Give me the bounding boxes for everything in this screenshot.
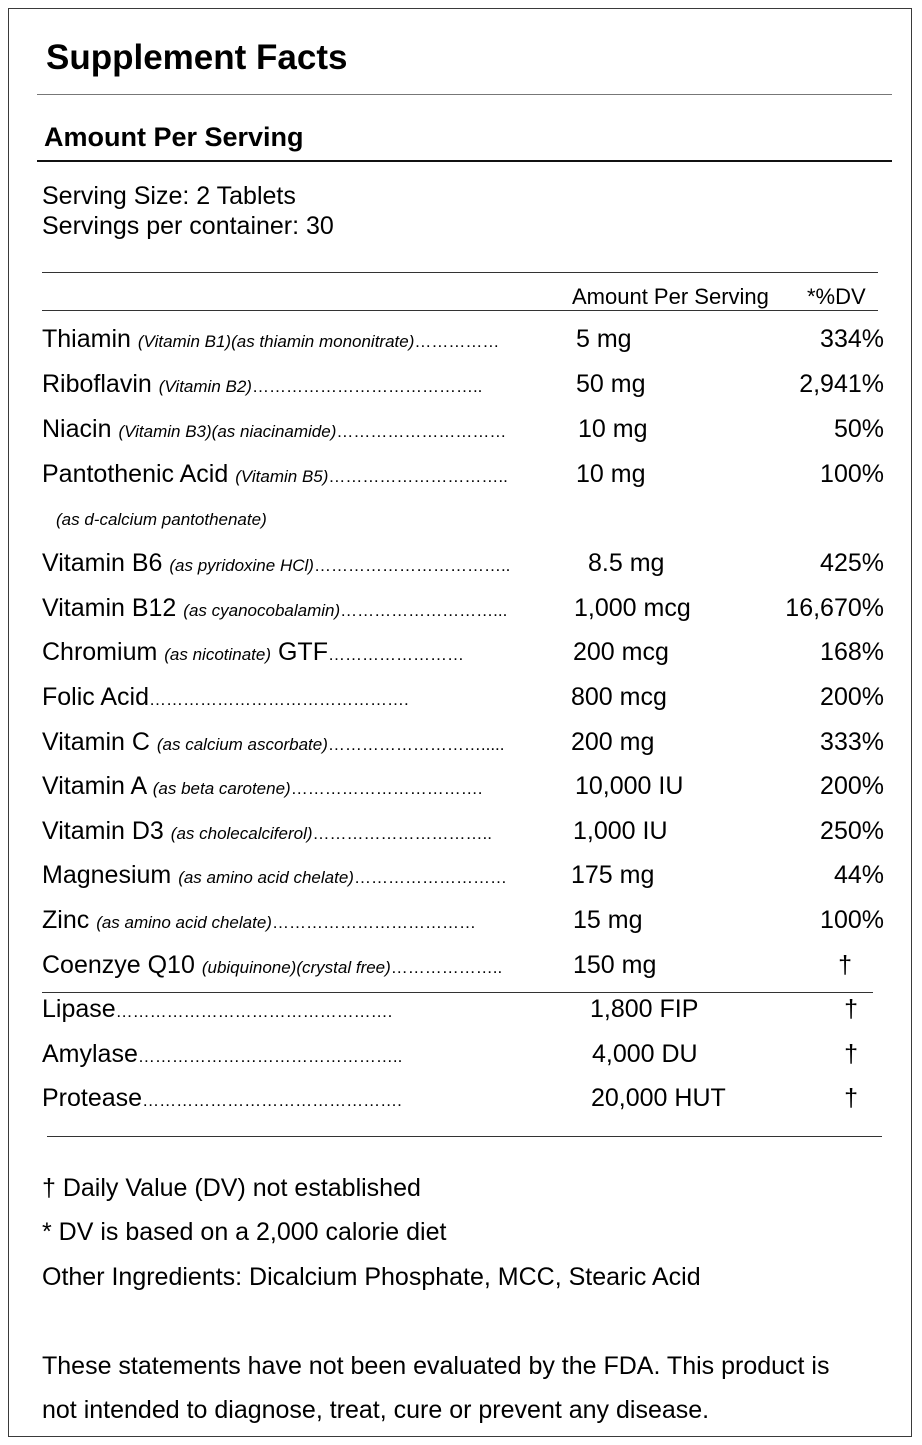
nutrient-leader-dots: ………………………………….. [251, 377, 483, 396]
enzyme-leader-dots: ……………………………………….. [137, 1047, 403, 1066]
nutrient-leader-dots: ………………………….. [328, 467, 508, 486]
nutrient-leader-dots: ………………………... [340, 601, 508, 620]
enzyme-daily-value: † [844, 1084, 858, 1112]
nutrient-leader-dots: ……………………… [353, 868, 507, 887]
nutrient-detail: (ubiquinone)(crystal free) [201, 958, 391, 977]
heading-divider [37, 160, 892, 162]
nutrient-name: Coenzye Q10 (ubiquinone)(crystal free)……………….. [42, 951, 503, 979]
nutrient-detail: (Vitamin B1)(as thiamin mononitrate) [137, 332, 415, 351]
nutrient-amount: 5 mg [576, 325, 632, 353]
enzyme-leader-dots: ………………………………………. [142, 1091, 402, 1110]
nutrient-row [0, 817, 922, 857]
dv-footnote: * DV is based on a 2,000 calorie diet [42, 1218, 447, 1246]
nutrient-daily-value: 100% [820, 906, 884, 934]
nutrient-name: Thiamin (Vitamin B1)(as thiamin mononitrate)…………… [42, 325, 500, 353]
column-header-divider [42, 310, 878, 311]
enzyme-row [0, 1084, 922, 1124]
enzyme-daily-value: † [844, 995, 858, 1023]
nutrient-amount: 10,000 IU [575, 772, 684, 800]
nutrient-amount: 150 mg [573, 951, 657, 979]
nutrient-name: Folic Acid………………………………………. [42, 683, 409, 711]
nutrient-name: Riboflavin (Vitamin B2)………………………………….. [42, 370, 483, 398]
nutrient-amount: 200 mg [571, 728, 655, 756]
nutrient-detail: (as cholecalciferol) [170, 824, 313, 843]
enzyme-amount: 4,000 DU [592, 1040, 698, 1068]
nutrient-row [0, 594, 922, 634]
enzyme-row [0, 995, 922, 1035]
nutrient-amount: 175 mg [571, 861, 655, 889]
label-title: Supplement Facts [46, 38, 348, 77]
nutrient-name: Vitamin A (as beta carotene)……………………………. [42, 772, 483, 800]
nutrient-amount: 50 mg [576, 370, 646, 398]
nutrient-daily-value: 100% [820, 460, 884, 488]
nutrient-detail: (as cyanocobalamin) [183, 601, 341, 620]
serving-divider [42, 272, 878, 273]
nutrient-amount: 800 mcg [571, 683, 667, 711]
nutrient-daily-value: 16,670% [785, 594, 884, 622]
fda-statement-line-2: not intended to diagnose, treat, cure or prevent any disease. [42, 1396, 710, 1424]
serving-size: Serving Size: 2 Tablets [42, 182, 296, 210]
nutrient-amount: 15 mg [573, 906, 643, 934]
nutrient-name: Magnesium (as amino acid chelate)……………………… [42, 861, 507, 889]
nutrient-detail: (as nicotinate) [164, 645, 272, 664]
nutrient-row [0, 683, 922, 723]
nutrient-row [0, 772, 922, 812]
nutrient-daily-value: 44% [833, 861, 884, 889]
nutrient-detail: (as calcium ascorbate) [156, 735, 328, 754]
nutrient-leader-dots: ……………….. [390, 958, 503, 977]
nutrient-daily-value: 333% [820, 728, 884, 756]
nutrient-leader-dots: ………………………… [336, 422, 507, 441]
nutrient-detail: (Vitamin B3)(as niacinamide) [118, 422, 337, 441]
other-ingredients: Other Ingredients: Dicalcium Phosphate, MCC, Stearic Acid [42, 1263, 701, 1291]
amount-per-serving-heading: Amount Per Serving [44, 122, 304, 152]
nutrient-name: Zinc (as amino acid chelate)……………………………… [42, 906, 476, 934]
enzyme-name: Amylase……………………………………….. [42, 1040, 403, 1068]
nutrient-daily-value: 2,941% [799, 370, 884, 398]
nutrient-row [0, 728, 922, 768]
enzyme-daily-value: † [844, 1040, 858, 1068]
nutrient-amount: 1,000 mcg [574, 594, 691, 622]
nutrient-daily-value: 334% [820, 325, 884, 353]
nutrient-leader-dots: ………………………..... [327, 735, 505, 754]
nutrient-amount: 1,000 IU [573, 817, 668, 845]
nutrient-row [0, 638, 922, 678]
nutrient-row [0, 861, 922, 901]
nutrient-leader-dots: ……………………………. [290, 779, 483, 798]
footnote-divider [47, 1136, 882, 1137]
column-header-dv: *%DV [807, 284, 866, 309]
nutrient-detail: (as beta carotene) [152, 779, 291, 798]
nutrient-leader-dots: …………………………….. [313, 556, 511, 575]
nutrient-detail: (Vitamin B5) [235, 467, 329, 486]
enzyme-name: Protease………………………………………. [42, 1084, 402, 1112]
nutrient-daily-value: † [838, 951, 852, 979]
nutrient-row [0, 325, 922, 365]
nutrient-detail: (as pyridoxine HCl) [169, 556, 314, 575]
nutrient-leader-dots: ……………………………… [271, 913, 476, 932]
nutrient-daily-value: 250% [820, 817, 884, 845]
nutrient-daily-value: 168% [820, 638, 884, 666]
enzyme-amount: 1,800 FIP [590, 995, 699, 1023]
nutrient-leader-dots: …………… [414, 332, 500, 351]
column-header-amount: Amount Per Serving [572, 284, 769, 309]
nutrient-name: Pantothenic Acid (Vitamin B5)………………………….. [42, 460, 508, 488]
nutrient-daily-value: 50% [833, 415, 884, 443]
nutrient-name: Vitamin D3 (as cholecalciferol)………………………….. [42, 817, 492, 845]
pantothenic-note: (as d-calcium pantothenate) [56, 510, 267, 529]
nutrient-name: Vitamin B12 (as cyanocobalamin)………………………... [42, 594, 508, 622]
nutrient-detail: (Vitamin B2) [158, 377, 252, 396]
enzyme-leader-dots: …………………………………………. [115, 1002, 393, 1021]
nutrient-row [0, 415, 922, 455]
enzyme-name: Lipase…………………………………………. [42, 995, 393, 1023]
enzyme-divider [42, 992, 873, 993]
nutrient-row [0, 549, 922, 589]
fda-statement-line-1: These statements have not been evaluated by the FDA. This product is [42, 1352, 830, 1380]
enzyme-amount: 20,000 HUT [591, 1084, 726, 1112]
nutrient-leader-dots: ………………………….. [312, 824, 492, 843]
nutrient-amount: 200 mcg [573, 638, 669, 666]
nutrient-name: Chromium (as nicotinate) GTF…………………… [42, 638, 464, 666]
nutrient-amount: 10 mg [578, 415, 648, 443]
title-divider [37, 94, 892, 95]
nutrient-name: Niacin (Vitamin B3)(as niacinamide)………………………… [42, 415, 507, 443]
nutrient-row [0, 460, 922, 500]
nutrient-leader-dots: …………………… [327, 645, 464, 664]
nutrient-amount: 10 mg [576, 460, 646, 488]
nutrient-detail: (as amino acid chelate) [178, 868, 354, 887]
nutrient-amount: 8.5 mg [588, 549, 665, 577]
nutrient-daily-value: 200% [820, 772, 884, 800]
nutrient-daily-value: 200% [820, 683, 884, 711]
dagger-footnote: † Daily Value (DV) not established [42, 1174, 421, 1202]
nutrient-row [0, 951, 922, 991]
nutrient-detail: (as amino acid chelate) [96, 913, 272, 932]
nutrient-daily-value: 425% [820, 549, 884, 577]
nutrient-leader-dots: ………………………………………. [148, 690, 409, 709]
servings-per-container: Servings per container: 30 [42, 212, 334, 240]
nutrient-row [0, 370, 922, 410]
enzyme-row [0, 1040, 922, 1080]
nutrient-name: Vitamin C (as calcium ascorbate)………………………..... [42, 728, 505, 756]
nutrient-name: Vitamin B6 (as pyridoxine HCl)…………………………….. [42, 549, 511, 577]
nutrient-row [0, 906, 922, 946]
